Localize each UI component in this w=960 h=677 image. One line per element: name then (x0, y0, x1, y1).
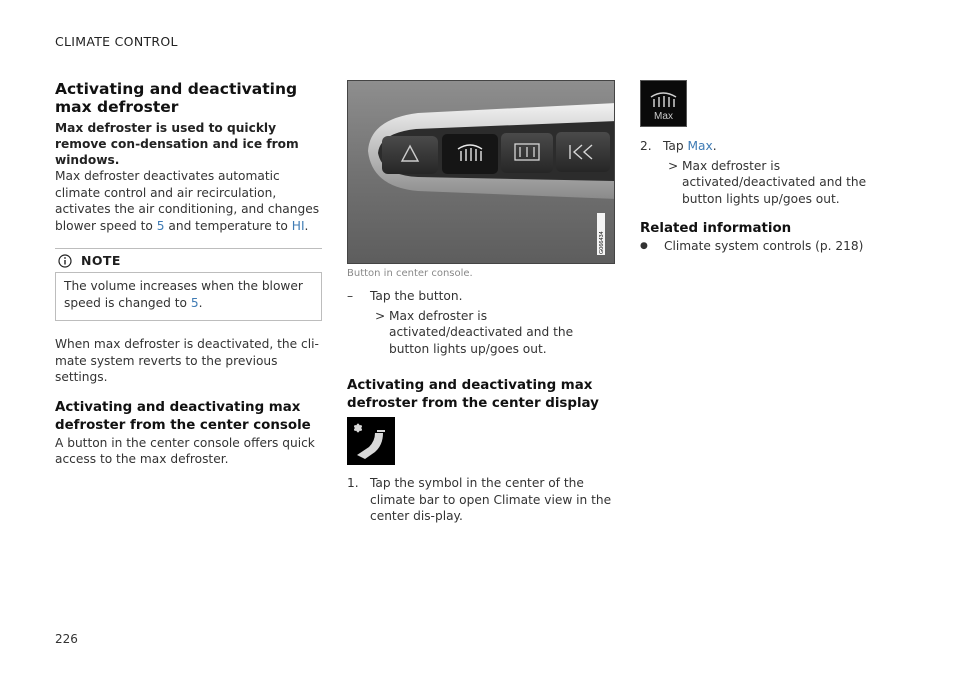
column-middle (347, 80, 615, 525)
console-photo (347, 80, 615, 264)
photo-caption: Button in center console. (347, 268, 473, 279)
console-step-text: Tap the button. (370, 289, 463, 303)
console-step (347, 288, 615, 305)
max-button-reference: Max (687, 139, 713, 153)
temperature-value: HI (291, 218, 305, 233)
subsection-title-console: Activating and deactivating max defroster from the center console (55, 399, 311, 433)
display-step-1 (347, 475, 615, 525)
display-result (640, 158, 908, 208)
step-2-end: . (712, 139, 717, 153)
max-defroster-icon (640, 80, 687, 127)
console-result-text: Max defroster is activated/deactivated and the button lights up/goes out. (389, 308, 574, 356)
revert-paragraph: When max defroster is deactivated, the cli-mate system reverts to the previous settings. (55, 337, 319, 384)
step-number: 1. (347, 476, 359, 490)
photo-code: G066434 (599, 231, 605, 254)
display-step-2 (640, 138, 908, 155)
note-header (55, 249, 322, 273)
step-2-prefix: Tap (663, 139, 684, 153)
console-paragraph: A button in the center console offers quick access to the max defroster. (55, 435, 315, 466)
intro-end: . (304, 218, 309, 233)
bullet-icon: ● (640, 241, 648, 251)
section-title: Activating and deactivating max defroster (55, 80, 298, 116)
info-icon (58, 254, 72, 268)
note-text: The volume increases when the blower speed is changed to (64, 279, 303, 310)
result-marker: > (668, 158, 679, 173)
note-box (55, 248, 322, 321)
related-item[interactable] (640, 238, 908, 255)
max-tile-label: Max (654, 111, 673, 122)
display-step-2-text (663, 138, 717, 155)
note-label: NOTE (81, 253, 121, 268)
blower-speed-value: 5 (156, 218, 165, 233)
related-link[interactable]: Climate system controls (p. 218) (664, 239, 864, 253)
console-result (347, 308, 615, 358)
running-header: CLIMATE CONTROL (55, 34, 178, 49)
intro-text-mid: and temperature to (168, 218, 288, 233)
related-information-title: Related information (640, 221, 792, 236)
fan-airflow-icon (347, 417, 395, 465)
lead-paragraph: Max defroster is used to quickly remove con-densation and ice from windows. (55, 121, 299, 167)
step-number: 2. (640, 139, 652, 153)
page-number: 226 (55, 632, 78, 646)
subsection-title-display: Activating and deactivating max defroster from the center display (347, 378, 599, 411)
console-photo-illustration (348, 81, 615, 264)
intro-paragraph (55, 168, 322, 234)
display-result-text: Max defroster is activated/deactivated and the button lights up/goes out. (682, 158, 867, 206)
result-marker: > (375, 308, 386, 323)
column-right (640, 80, 908, 255)
intro-text: Max defroster deactivates automatic climate control and air recirculation, activates the air conditioning, and changes blower speed to (55, 169, 320, 233)
display-step-1-text: Tap the symbol in the center of the climate bar to open Climate view in the center dis-play. (370, 476, 612, 523)
note-speed-value: 5 (190, 295, 199, 310)
note-end: . (198, 295, 203, 310)
note-body (55, 273, 322, 320)
column-left (55, 80, 322, 468)
step-dash: – (347, 289, 354, 303)
